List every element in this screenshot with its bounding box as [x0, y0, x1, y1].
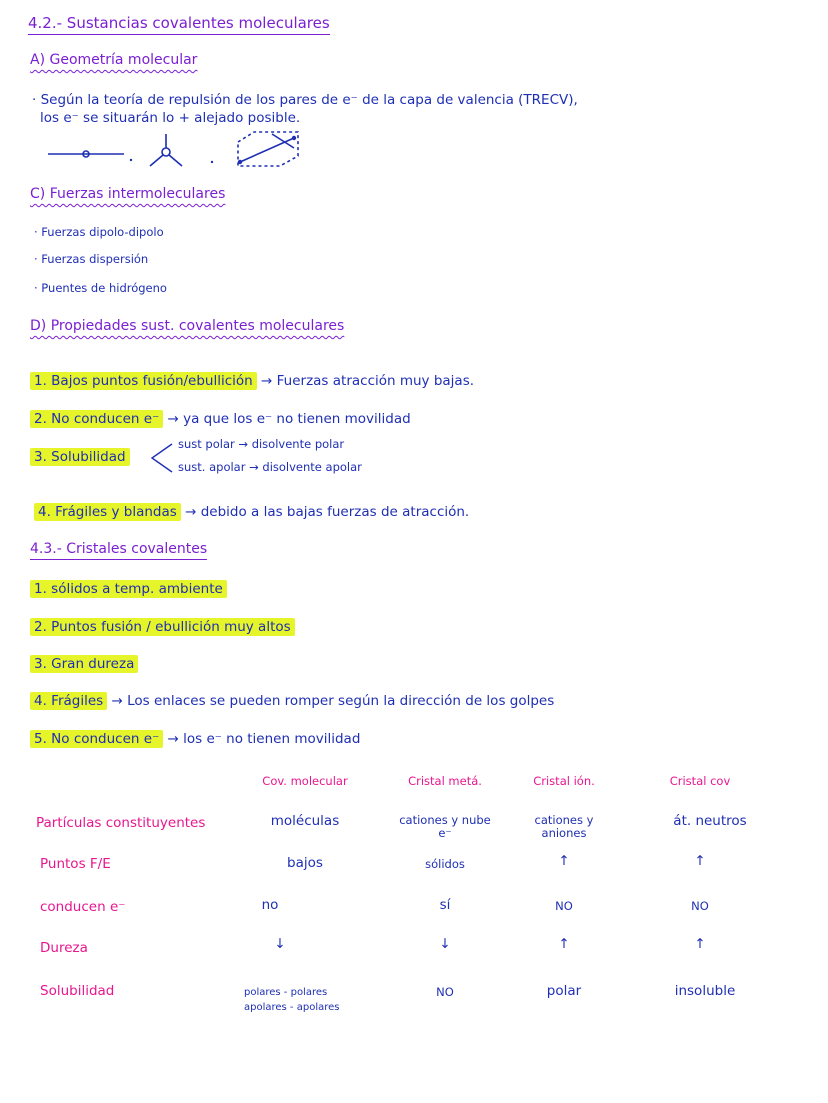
row-label-particulas: Partículas constituyentes [36, 815, 206, 831]
col-header-cristal-ionico: Cristal ión. [533, 774, 595, 788]
property-4-text: → debido a las bajas fuerzas de atracción. [185, 504, 470, 520]
table-cell: ↑ [558, 853, 570, 869]
trigonal-geometry-center [162, 148, 170, 156]
section-c-item-2: · Fuerzas dispersión [34, 252, 149, 266]
row-label-puntos: Puntos F/E [40, 856, 111, 872]
page-title: 4.2.- Sustancias covalentes moleculares [28, 14, 330, 35]
crystal-item-1 [30, 581, 227, 597]
section-43-heading: 4.3.- Cristales covalentes [30, 541, 207, 560]
section-a-line2: los e⁻ se situarán lo + alejado posible. [40, 110, 301, 126]
property-3-apolar: sust. apolar → disolvente apolar [178, 460, 362, 474]
solubility-bracket [148, 440, 176, 476]
table-cell: NO [691, 899, 709, 913]
section-c-item-1: · Fuerzas dipolo-dipolo [34, 225, 164, 239]
col-header-cristal-cov: Cristal cov [669, 774, 731, 788]
geometry-sketches [40, 126, 320, 172]
table-cell: NO [555, 899, 573, 913]
property-2 [30, 411, 411, 427]
table-cell: cationes y nube e⁻ [399, 813, 491, 840]
crystal-item-2 [30, 619, 295, 635]
table-cell: cationes y aniones [534, 813, 594, 840]
property-4 [34, 504, 469, 520]
crystal-item-2-highlight: 2. Puntos fusión / ebullición muy altos [30, 618, 295, 636]
crystal-item-5-highlight: 5. No conducen e⁻ [30, 730, 163, 748]
property-4-highlight: 4. Frágiles y blandas [34, 503, 181, 521]
col-header-cov-molecular: Cov. molecular [262, 774, 348, 788]
table-cell: ↓ [439, 936, 451, 952]
crystal-item-5 [30, 731, 360, 747]
table-cell: sí [439, 897, 451, 913]
table-cell: bajos [287, 855, 323, 871]
property-2-text: → ya que los e⁻ no tienen movilidad [167, 411, 411, 427]
section-c-item-3: · Puentes de hidrógeno [34, 281, 167, 295]
table-cell: moléculas [270, 813, 340, 829]
table-cell: ↑ [558, 936, 570, 952]
section-a-line1: · Según la teoría de repulsión de los pares de e⁻ de la capa de valencia (TRECV), [32, 92, 578, 108]
property-3 [30, 449, 130, 465]
table-cell: no [261, 897, 279, 913]
property-1-highlight: 1. Bajos puntos fusión/ebullición [30, 372, 257, 390]
row-label-conducen: conducen e⁻ [40, 899, 126, 915]
table-cell: NO [436, 985, 454, 999]
crystal-item-4-text: → Los enlaces se pueden romper según la dirección de los golpes [111, 693, 555, 709]
section-d-heading: D) Propiedades sust. covalentes moleculares [30, 318, 345, 334]
property-2-highlight: 2. No conducen e⁻ [30, 410, 163, 428]
crystal-item-5-text: → los e⁻ no tienen movilidad [167, 731, 361, 747]
property-1-text: → Fuerzas atracción muy bajas. [261, 373, 475, 389]
table-cell: ↓ [274, 936, 286, 952]
table-cell: ↑ [694, 853, 706, 869]
property-1 [30, 373, 474, 389]
col-header-cristal-metalico: Cristal metá. [408, 774, 482, 788]
crystal-item-4-highlight: 4. Frágiles [30, 692, 107, 710]
section-c-heading: C) Fuerzas intermoleculares [30, 186, 226, 202]
property-3-polar: sust polar → disolvente polar [178, 437, 345, 451]
row-label-solubilidad: Solubilidad [40, 983, 115, 999]
crystal-item-3-highlight: 3. Gran dureza [30, 655, 138, 673]
row-label-dureza: Dureza [40, 940, 88, 956]
table-cell: polares - polares apolares - apolares [244, 987, 340, 1013]
crystal-item-1-highlight: 1. sólidos a temp. ambiente [30, 580, 227, 598]
table-cell: polar [546, 983, 582, 999]
crystal-item-4 [30, 693, 554, 709]
crystal-item-3 [30, 656, 138, 672]
section-a-heading: A) Geometría molecular [30, 52, 198, 68]
table-cell: ↑ [694, 936, 706, 952]
table-cell: insoluble [674, 983, 736, 999]
table-cell: sólidos [425, 857, 465, 871]
tetrahedral-geometry-line [240, 138, 294, 162]
property-3-highlight: 3. Solubilidad [30, 448, 130, 466]
table-cell: át. neutros [673, 813, 747, 829]
